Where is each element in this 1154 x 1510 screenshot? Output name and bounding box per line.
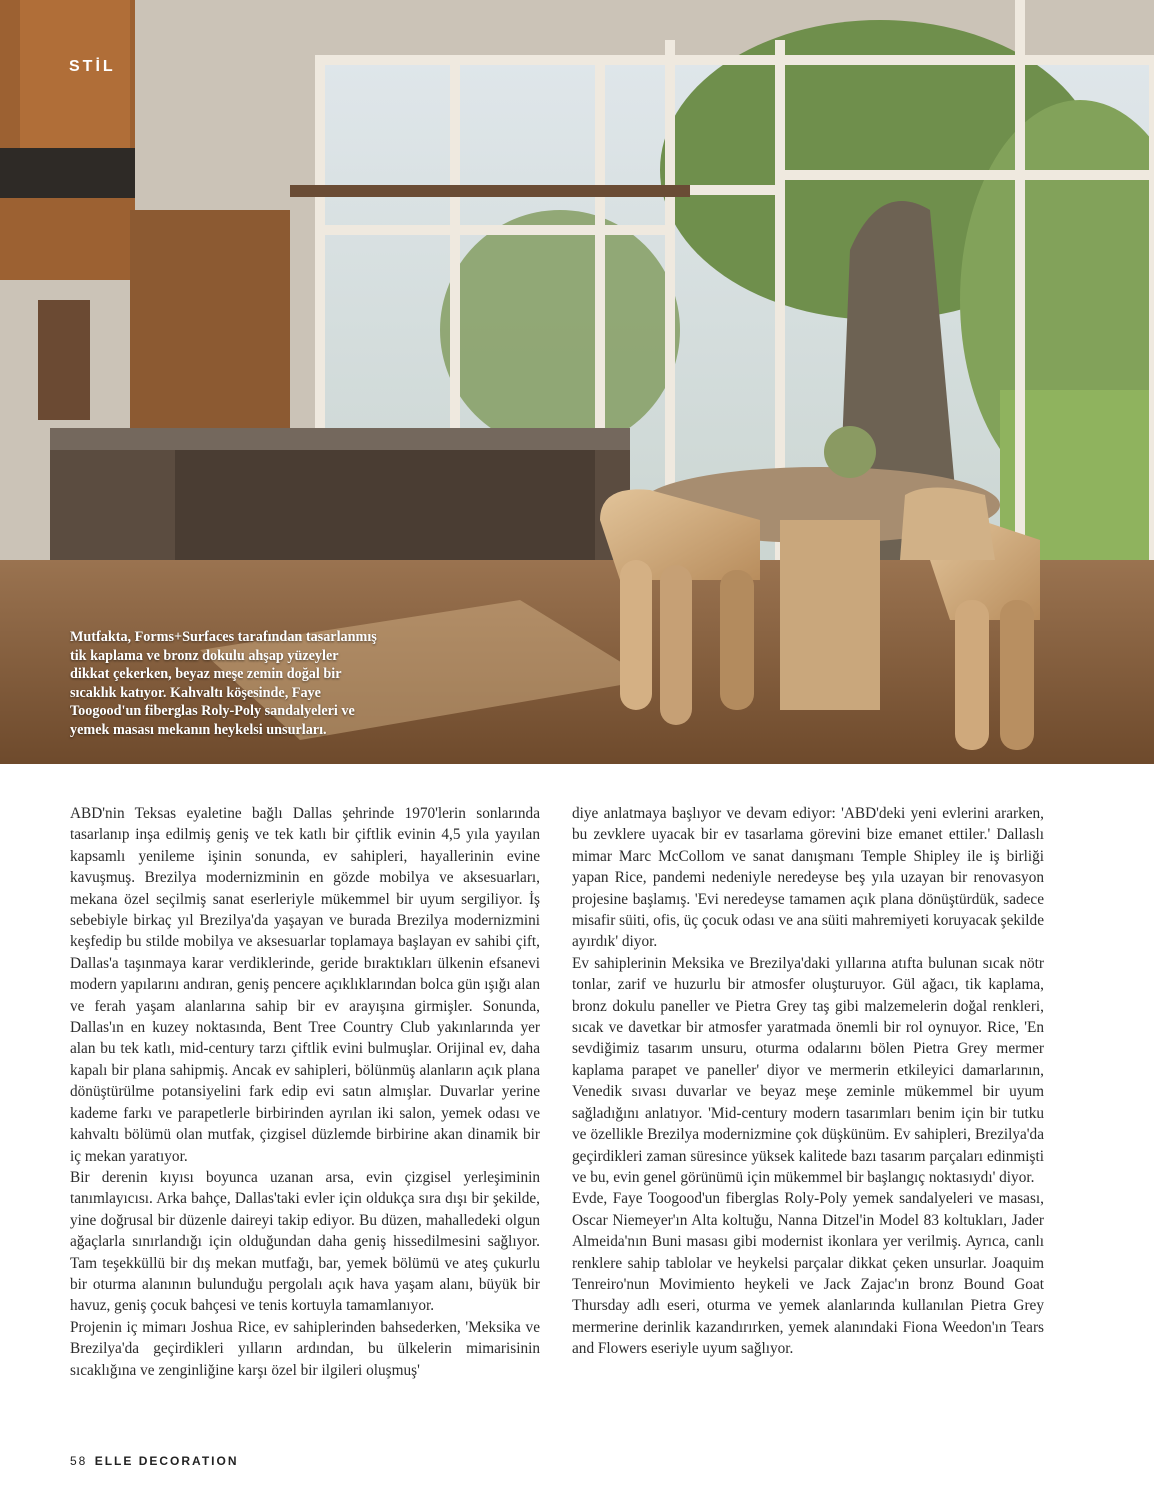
page-footer bbox=[70, 1454, 238, 1468]
article-right-column bbox=[572, 803, 1044, 1360]
page-number: 58 bbox=[70, 1454, 88, 1468]
article-paragraph: Bir derenin kıyısı boyunca uzanan arsa, evin çizgisel yerleşiminin tanımlayıcısı. Arka bahçe, Dallas'taki evler için oldukça sıra dışı bir şekilde, yine doğrusal bir düzenle daireyi takip ediyor. Bu düzen, mahalledeki olgun ağaçlarla sınırlandığı için olduğundan daha geniş hissedilmesini sağlıyor. Tam teşekküllü bir dış mekan mutfağı, bar, yemek bölümü ve ateş çukurlu bir oturma alanının bulunduğu pergolalı açık hava yaşam alanı, büyük bir havuz, geniş çocuk bahçesi ve tenis kortuyla tamamlanıyor. bbox=[70, 1168, 540, 1315]
article-paragraph: ABD'nin Teksas eyaletine bağlı Dallas şehrinde 1970'lerin sonlarında tasarlanıp inşa edilmiş geniş ve tek katlı bir çiftlik evinin 4,5 yıla yayılan kapsamlı yenileme işinin sonunda, ev sahipleri, hayallerinin evine kavuşmuş. Brezilya modernizminin en gözde mobilya ve aksesuarları, mekana özel seçilmiş sanat eserleriyle mükemmel bir uyum sergiliyor. İş sebebiyle birkaç yıl Brezilya'da yaşayan ve burada Brezilya modernizmini keşfedip bu stilde mobilya ve aksesuarlar toplamaya başlayan ev sahibi çift, Dallas'a taşınmaya karar verdiklerinde, geride bıraktıkları ülkenin efsanevi modern yapılarını andıran, geniş pencere açıklıklarından bolca gün ışığı alan ve ferah yaşam alanlarına sahip bir ev arayışına girmişler. Sonunda, Dallas'ın en kuzey noktasında, Bent Tree Country Club yakınlarında yer alan bu tek katlı, mid-century tarzı çiftlik evini bulmuşlar. Orijinal ev, daha kapalı bir plana sahipmiş. Ancak ev sahipleri, bölünmüş alanların açık plana dönüştürülme potansiyelini fark edip evi satın almışlar. Duvarlar yerine kademe farkı ve parapetlerle birbirinden ayrılan iki salon, yemek odası ve kahvaltı bölümü olan mutfak, çizgisel düzlemde birbirine akan dinamik bir iç mekan yaratıyor. bbox=[70, 805, 540, 1165]
article-paragraph: Ev sahiplerinin Meksika ve Brezilya'daki yıllarına atıfta bulunan sıcak nötr tonlar, zarif ve huzurlu bir atmosfer oluşturuyor. Gül ağacı, tik kaplama, bronz dokulu paneller ve Pietra Grey taş gibi malzemelerin doğal renkleri, sıcak ve davetkar bir atmosfer yaratmada önemli bir rol oynuyor. Rice, 'En sevdiğimiz tasarım unsuru, oturma odalarını bölen Pietra Grey mermer kaplama parapet ve paneller' diyor ve mermerin etkileyici damarlarının, Venedik sıvası duvarlar ve beyaz meşe zeminle mükemmel bir uyum sağladığını anlatıyor. 'Mid-century modern tasarımları benim için bir tutku ve özellikle Brezilya modernizmine çok düşkünüm. Ev sahipleri, Brezilya'da geçirdikleri zaman süresince yüksek kalitede bazı tasarım parçaları edinmişti ve bu, evin genel görünümü için mükemmel bir başlangıç noktasıydı' diyor. bbox=[572, 954, 1044, 1186]
article-paragraph: Projenin iç mimarı Joshua Rice, ev sahiplerinden bahsederken, 'Meksika ve Brezilya'da geçirdikleri yılların ardından, bu ülkelerin mimarisinin sıcaklığına ve zenginliğine karşı özel bir ilgileri oluşmuş' bbox=[70, 1318, 540, 1379]
magazine-name: ELLE DECORATION bbox=[94, 1454, 239, 1468]
photo-caption: Mutfakta, Forms+Surfaces tarafından tasarlanmış tik kaplama ve bronz dokulu ahşap yüzeyler dikkat çekerken, beyaz meşe zemin doğal bir sıcaklık katıyor. Kahvaltı köşesinde, Faye Toogood'un fiberglas Roly-Poly sandalyeleri ve yemek masası mekanın heykelsi unsurları. bbox=[70, 629, 377, 738]
article-paragraph: Evde, Faye Toogood'un fiberglas Roly-Poly yemek sandalyeleri ve masası, Oscar Niemeyer'ın Alta koltuğu, Nanna Ditzel'in Model 83 koltukları, Jader Almeida'nın Buni masası gibi modernist ikonlara yer verilmiş. Ayrıca, canlı renklere sahip tablolar ve heykelsi parçalar dikkat çeken unsurlar. Joaquim Tenreiro'nun Movimiento heykeli ve Jack Zajac'ın bronz Bound Goat Thursday adlı eseri, oturma ve yemek alanlarında kullanılan Pietra Grey mermerine derinlik kazandırırken, yemek alanındaki Fiona Weedon'ın Tears and Flowers eseriyle uyum sağlıyor. bbox=[572, 1190, 1044, 1358]
article-left-column bbox=[70, 803, 540, 1381]
article-paragraph: diye anlatmaya başlıyor ve devam ediyor: 'ABD'deki yeni evlerini ararken, bu zevklere uyacak bir ev tasarlama görevini bize emanet ettiler.' Dallaslı mimar Marc McCollom ve sanat danışmanı Temple Shipley ile iş birliği yapan Rice, pandemi nedeniyle neredeyse beş yıla uzayan bir renovasyon projesine başlamış. 'Evi neredeyse tamamen açık plana dönüştürdük, sadece misafir süiti, ofis, üç çocuk odası ve ana süiti mahremiyeti koruyacak şekilde ayırdık' diyor. bbox=[572, 805, 1044, 951]
section-tag: STİL bbox=[69, 58, 116, 75]
